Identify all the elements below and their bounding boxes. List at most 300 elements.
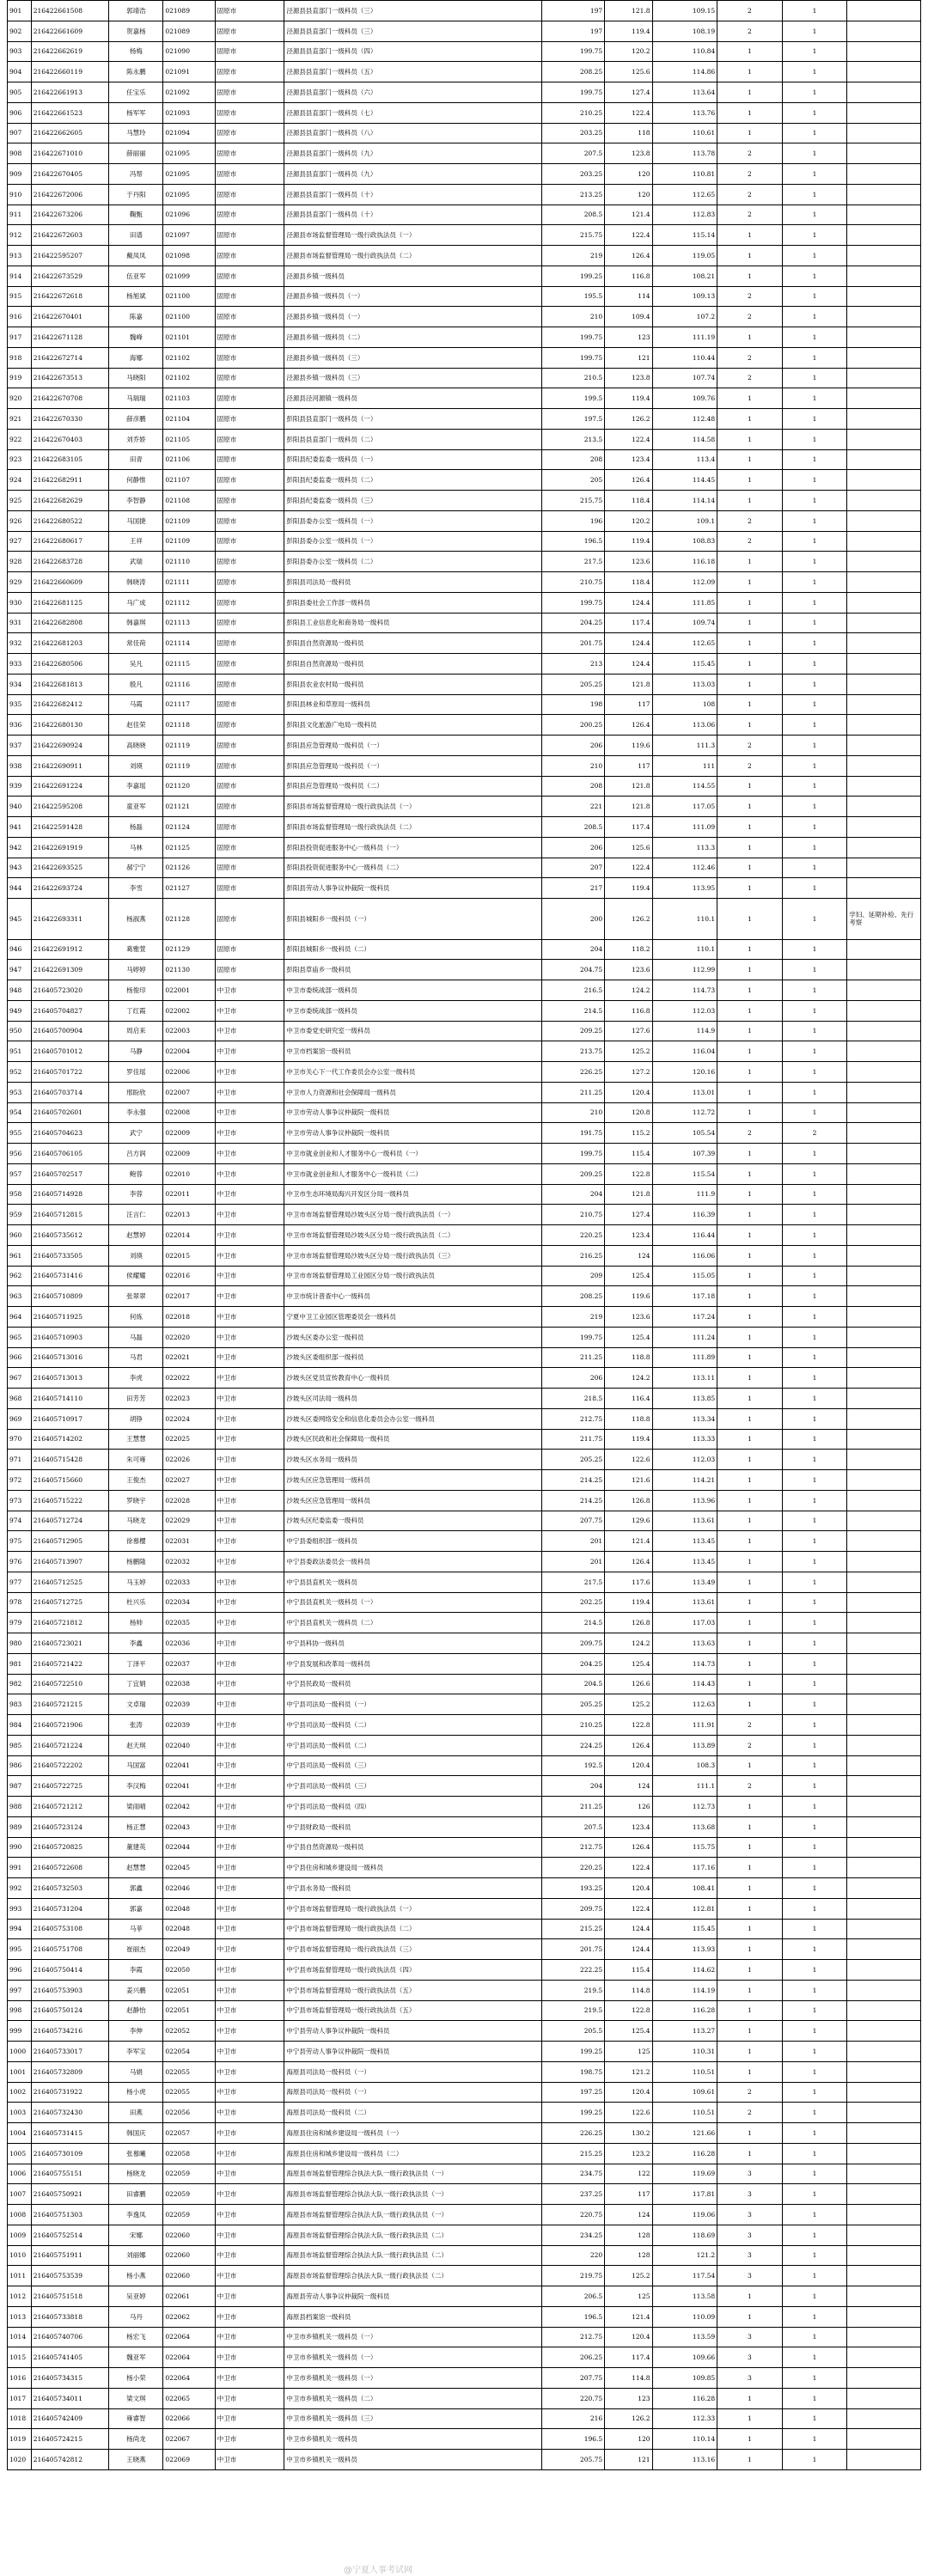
cell-row-number: 938 [8,755,32,776]
cell-position-code: 022011 [163,1184,215,1205]
cell-position-name: 沙坡头区委网络安全和信息化委员会办公室一级科员 [284,1408,542,1429]
cell-candidate-name: 刘瑛 [109,1245,163,1266]
cell-written-score: 196.5 [542,531,605,552]
cell-interview-score: 122.4 [605,1898,652,1919]
cell-ranking: 1 [717,899,783,940]
cell-written-score: 199.25 [542,2042,605,2062]
cell-hire-count: 1 [782,633,847,654]
candidate-results-table [7,0,921,2470]
cell-city: 中卫市 [215,2225,284,2245]
cell-ranking: 2 [717,307,783,327]
cell-position-code: 022023 [163,1389,215,1409]
cell-interview-score: 119.4 [605,388,652,409]
cell-total-score: 114.14 [652,491,717,511]
cell-hire-count: 1 [782,2103,847,2123]
cell-hire-count: 1 [782,2061,847,2082]
cell-ranking: 1 [717,1919,783,1939]
cell-remarks [847,980,921,1001]
cell-city: 固原市 [215,552,284,572]
table-row [8,409,921,430]
cell-interview-score: 123.8 [605,368,652,388]
cell-candidate-name: 赵静怡 [109,2000,163,2021]
cell-remarks [847,1653,921,1674]
cell-remarks [847,143,921,164]
cell-ranking: 1 [717,1490,783,1511]
table-row [8,1389,921,1409]
cell-ranking: 1 [717,266,783,286]
cell-position-name: 彭阳县市场监督管理局一级行政执法员（二） [284,817,542,838]
cell-row-number: 930 [8,592,32,613]
cell-interview-score: 126.2 [605,2408,652,2429]
cell-position-code: 021121 [163,797,215,817]
cell-interview-score: 120.2 [605,510,652,531]
cell-exam-id: 216422690911 [31,755,109,776]
cell-ranking: 1 [717,429,783,449]
cell-position-code: 022060 [163,2225,215,2245]
cell-candidate-name: 杨淑燕 [109,899,163,940]
cell-total-score: 114.73 [652,980,717,1001]
cell-interview-score: 121.8 [605,797,652,817]
cell-written-score: 201.75 [542,633,605,654]
cell-exam-id: 216405732503 [31,1878,109,1899]
cell-hire-count: 1 [782,62,847,82]
cell-ranking: 1 [717,1816,783,1837]
cell-ranking: 3 [717,2245,783,2266]
cell-interview-score: 125.4 [605,2021,652,2042]
cell-position-name: 泾源县泾河源镇一级科员 [284,388,542,409]
cell-position-name: 中宁县发展和改革局一级科员 [284,1653,542,1674]
cell-candidate-name: 杨俊印 [109,980,163,1001]
cell-total-score: 110.81 [652,164,717,185]
table-row [8,1286,921,1307]
cell-city: 中卫市 [215,1225,284,1246]
cell-exam-id: 216405740706 [31,2327,109,2347]
table-row [8,552,921,572]
cell-hire-count: 1 [782,776,847,797]
cell-written-score: 209 [542,1266,605,1286]
cell-position-name: 泾源县县直部门一级科员（三） [284,21,542,41]
cell-candidate-name: 马丹 [109,2306,163,2327]
cell-row-number: 926 [8,510,32,531]
cell-candidate-name: 吴亚婷 [109,2286,163,2307]
cell-city: 中卫市 [215,2306,284,2327]
table-row [8,21,921,41]
cell-exam-id: 216405733818 [31,2306,109,2327]
table-row [8,164,921,185]
cell-candidate-name: 姜兴鹏 [109,1980,163,2000]
cell-total-score: 113.16 [652,2450,717,2470]
cell-remarks [847,204,921,225]
cell-ranking: 1 [717,1368,783,1389]
cell-position-name: 海原县市场监督管理综合执法大队一级行政执法员（一） [284,2164,542,2184]
cell-city: 固原市 [215,429,284,449]
table-row [8,1,921,21]
cell-total-score: 112.03 [652,1450,717,1470]
cell-position-name: 海原县市场监督管理综合执法大队一级行政执法员（一） [284,2184,542,2205]
cell-candidate-name: 王慧慧 [109,1429,163,1450]
cell-hire-count: 1 [782,1184,847,1205]
cell-row-number: 1020 [8,2450,32,2470]
cell-position-name: 中卫市乡镇机关一级科员 [284,2450,542,2470]
cell-position-code: 022043 [163,1816,215,1837]
table-row [8,2042,921,2062]
table-row [8,531,921,552]
cell-remarks [847,2286,921,2307]
cell-total-score: 117.16 [652,1858,717,1878]
table-row [8,2225,921,2245]
cell-written-score: 207.75 [542,2368,605,2389]
cell-city: 固原市 [215,1,284,21]
cell-remarks [847,1613,921,1633]
cell-candidate-name: 张慕曦 [109,2143,163,2164]
cell-hire-count: 1 [782,1021,847,1041]
cell-position-code: 022049 [163,1939,215,1960]
cell-hire-count: 1 [782,327,847,348]
cell-total-score: 114.9 [652,1021,717,1041]
cell-city: 中卫市 [215,1327,284,1347]
cell-written-score: 208.5 [542,204,605,225]
table-row [8,1307,921,1328]
cell-total-score: 114.86 [652,62,717,82]
cell-position-name: 中宁县司法局一级科员（四） [284,1797,542,1817]
cell-ranking: 1 [717,674,783,694]
cell-candidate-name: 杨晓龙 [109,2164,163,2184]
cell-row-number: 990 [8,1837,32,1858]
cell-ranking: 1 [717,41,783,62]
cell-exam-id: 216422672618 [31,286,109,307]
cell-city: 中卫市 [215,1694,284,1715]
table-row [8,286,921,307]
cell-hire-count: 1 [782,82,847,103]
cell-position-name: 中宁县市场监督管理局一级行政执法员（二） [284,1919,542,1939]
cell-remarks [847,2103,921,2123]
cell-position-code: 022007 [163,1082,215,1102]
cell-exam-id: 216422661913 [31,82,109,103]
table-row [8,1816,921,1837]
cell-written-score: 199.5 [542,388,605,409]
cell-city: 中卫市 [215,2123,284,2144]
cell-written-score: 234.25 [542,2225,605,2245]
cell-candidate-name: 刘乔娇 [109,429,163,449]
cell-ranking: 1 [717,776,783,797]
cell-exam-id: 216405713907 [31,1552,109,1572]
cell-candidate-name: 鞠甄 [109,204,163,225]
cell-remarks [847,1123,921,1144]
cell-city: 固原市 [215,327,284,348]
cell-interview-score: 122.6 [605,2103,652,2123]
cell-city: 固原市 [215,878,284,899]
cell-total-score: 116.39 [652,1205,717,1225]
table-row [8,1858,921,1878]
cell-total-score: 111.89 [652,1347,717,1368]
cell-hire-count: 1 [782,1389,847,1409]
cell-interview-score: 124 [605,1245,652,1266]
cell-candidate-name: 郭鑫 [109,1878,163,1899]
table-row [8,2245,921,2266]
cell-candidate-name: 马磊 [109,1327,163,1347]
cell-remarks [847,1389,921,1409]
cell-interview-score: 121 [605,347,652,368]
cell-hire-count: 1 [782,1572,847,1592]
cell-city: 中卫市 [215,1184,284,1205]
cell-ranking: 2 [717,1776,783,1797]
table-row [8,307,921,327]
cell-remarks [847,266,921,286]
cell-written-score: 199.75 [542,347,605,368]
cell-remarks [847,1062,921,1083]
cell-written-score: 219 [542,1307,605,1328]
cell-position-code: 022059 [163,2205,215,2225]
table-row [8,1960,921,1981]
cell-hire-count: 1 [782,2082,847,2103]
cell-position-name: 中卫市劳动人事争议仲裁院一级科员 [284,1102,542,1123]
cell-exam-id: 216405712525 [31,1572,109,1592]
cell-city: 中卫市 [215,1653,284,1674]
cell-row-number: 958 [8,1184,32,1205]
table-row [8,797,921,817]
cell-position-name: 泾源县市场监督管理局一级行政执法员（二） [284,246,542,266]
cell-candidate-name: 戴凤凤 [109,246,163,266]
table-row [8,1674,921,1694]
cell-ranking: 3 [717,2368,783,2389]
cell-position-code: 022004 [163,1041,215,1062]
cell-remarks [847,2368,921,2389]
cell-total-score: 112.33 [652,2408,717,2429]
cell-exam-id: 216405753108 [31,1919,109,1939]
cell-candidate-name: 杨旭斌 [109,286,163,307]
cell-exam-id: 216422673529 [31,266,109,286]
cell-interview-score: 126.4 [605,1837,652,1858]
cell-written-score: 205.25 [542,1450,605,1470]
cell-remarks [847,1408,921,1429]
cell-city: 固原市 [215,817,284,838]
cell-ranking: 1 [717,1653,783,1674]
cell-ranking: 1 [717,1674,783,1694]
cell-candidate-name: 高晓晓 [109,736,163,756]
cell-position-name: 彭阳县城阳乡一级科员（一） [284,899,542,940]
cell-position-name: 中宁县县直机关一级科员（二） [284,1613,542,1633]
cell-ranking: 3 [717,2266,783,2286]
cell-written-score: 197 [542,21,605,41]
cell-row-number: 917 [8,327,32,348]
cell-written-score: 206.5 [542,2286,605,2307]
cell-total-score: 112.63 [652,1694,717,1715]
cell-remarks [847,1429,921,1450]
cell-row-number: 973 [8,1490,32,1511]
cell-remarks [847,817,921,838]
table-row [8,2388,921,2408]
cell-position-name: 海原县档案馆一级科员 [284,2306,542,2327]
cell-position-name: 中卫市乡镇机关一级科员（一） [284,2347,542,2368]
cell-exam-id: 216405704623 [31,1123,109,1144]
cell-total-score: 110.1 [652,899,717,940]
cell-row-number: 928 [8,552,32,572]
cell-remarks [847,2388,921,2408]
cell-position-code: 021119 [163,755,215,776]
cell-written-score: 209.25 [542,1021,605,1041]
table-row [8,327,921,348]
cell-exam-id: 216405712724 [31,1511,109,1531]
cell-candidate-name: 马国富 [109,1755,163,1776]
cell-written-score: 208.25 [542,1286,605,1307]
cell-remarks [847,552,921,572]
cell-row-number: 949 [8,1000,32,1021]
cell-interview-score: 121.8 [605,1184,652,1205]
cell-total-score: 113.01 [652,1082,717,1102]
cell-remarks [847,837,921,858]
cell-hire-count: 1 [782,143,847,164]
cell-position-name: 中宁县市场监督管理局一级行政执法员（五） [284,1980,542,2000]
cell-row-number: 914 [8,266,32,286]
cell-row-number: 924 [8,470,32,491]
cell-city: 固原市 [215,960,284,980]
cell-ranking: 1 [717,572,783,593]
cell-total-score: 111 [652,755,717,776]
table-row [8,1245,921,1266]
cell-interview-score: 122.8 [605,1715,652,1736]
cell-ranking: 3 [717,2327,783,2347]
cell-exam-id: 216422682629 [31,491,109,511]
cell-candidate-name: 马广成 [109,592,163,613]
cell-written-score: 198 [542,694,605,715]
cell-exam-id: 216405734216 [31,2021,109,2042]
cell-ranking: 1 [717,1389,783,1409]
table-row [8,858,921,878]
cell-exam-id: 216405701012 [31,1041,109,1062]
cell-exam-id: 216422673513 [31,368,109,388]
cell-position-name: 泾源县乡镇一级科员（一） [284,307,542,327]
cell-hire-count: 1 [782,715,847,736]
cell-exam-id: 216405722725 [31,1776,109,1797]
cell-city: 固原市 [215,776,284,797]
cell-total-score: 111.91 [652,1715,717,1736]
cell-position-name: 中卫市劳动人事争议仲裁院一级科员 [284,1123,542,1144]
cell-position-name: 中宁县市场监督管理局一级行政执法员（三） [284,1939,542,1960]
cell-position-code: 022026 [163,1450,215,1470]
cell-candidate-name: 陈永鹏 [109,62,163,82]
cell-row-number: 932 [8,633,32,654]
cell-ranking: 1 [717,592,783,613]
cell-candidate-name: 李霞 [109,1960,163,1981]
cell-interview-score: 125.6 [605,837,652,858]
cell-city: 固原市 [215,491,284,511]
cell-row-number: 998 [8,2000,32,2021]
cell-exam-id: 216422691309 [31,960,109,980]
cell-ranking: 2 [717,184,783,204]
cell-written-score: 207.75 [542,1511,605,1531]
cell-row-number: 903 [8,41,32,62]
cell-row-number: 960 [8,1225,32,1246]
cell-position-name: 沙坡头区应急管理局一级科员 [284,1490,542,1511]
cell-ranking: 1 [717,715,783,736]
cell-remarks [847,1102,921,1123]
cell-written-score: 210.75 [542,1205,605,1225]
table-row [8,817,921,838]
cell-remarks [847,1266,921,1286]
cell-ranking: 2 [717,736,783,756]
cell-ranking: 1 [717,1694,783,1715]
cell-exam-id: 216405733505 [31,1245,109,1266]
cell-hire-count: 1 [782,1490,847,1511]
cell-ranking: 3 [717,2347,783,2368]
cell-hire-count: 1 [782,960,847,980]
cell-written-score: 191.75 [542,1123,605,1144]
cell-interview-score: 126.8 [605,1613,652,1633]
cell-interview-score: 123.4 [605,449,652,470]
cell-row-number: 967 [8,1368,32,1389]
cell-city: 固原市 [215,899,284,940]
cell-row-number: 961 [8,1245,32,1266]
cell-row-number: 912 [8,225,32,246]
cell-city: 中卫市 [215,1245,284,1266]
cell-remarks [847,1960,921,1981]
cell-candidate-name: 张翠翠 [109,1286,163,1307]
cell-ranking: 1 [717,1633,783,1654]
cell-written-score: 210.25 [542,102,605,123]
cell-total-score: 105.54 [652,1123,717,1144]
cell-row-number: 1004 [8,2123,32,2144]
cell-exam-id: 216405712815 [31,1205,109,1225]
cell-candidate-name: 田谱 [109,225,163,246]
cell-row-number: 942 [8,837,32,858]
cell-row-number: 1009 [8,2225,32,2245]
cell-interview-score: 130.2 [605,2123,652,2144]
cell-position-code: 022042 [163,1797,215,1817]
cell-city: 中卫市 [215,1450,284,1470]
cell-position-code: 022052 [163,2021,215,2042]
cell-position-name: 中宁县司法局一级科员（二） [284,1735,542,1755]
cell-position-code: 021090 [163,41,215,62]
cell-candidate-name: 马慧玲 [109,123,163,143]
cell-ranking: 1 [717,246,783,266]
cell-total-score: 112.65 [652,633,717,654]
cell-total-score: 111.24 [652,1327,717,1347]
cell-row-number: 944 [8,878,32,899]
cell-written-score: 204.5 [542,1674,605,1694]
cell-candidate-name: 韩晓涛 [109,572,163,593]
cell-remarks [847,1837,921,1858]
cell-ranking: 1 [717,2123,783,2144]
cell-interview-score: 116.8 [605,266,652,286]
cell-hire-count: 1 [782,2123,847,2144]
cell-remarks [847,1347,921,1368]
cell-exam-id: 216422693724 [31,878,109,899]
cell-hire-count: 1 [782,1,847,21]
cell-candidate-name: 武瑞 [109,552,163,572]
cell-row-number: 956 [8,1144,32,1164]
cell-remarks [847,1531,921,1552]
cell-candidate-name: 李智静 [109,491,163,511]
cell-exam-id: 216405751708 [31,1939,109,1960]
cell-remarks [847,715,921,736]
cell-city: 固原市 [215,837,284,858]
cell-position-name: 中卫市就业创业和人才服务中心一级科员（二） [284,1163,542,1184]
cell-row-number: 921 [8,409,32,430]
cell-hire-count: 1 [782,1776,847,1797]
cell-candidate-name: 郝宁宁 [109,858,163,878]
cell-total-score: 109.13 [652,286,717,307]
cell-position-name: 彭阳县委办公室一级科员（一） [284,531,542,552]
cell-hire-count: 1 [782,2245,847,2266]
cell-position-name: 海原县司法局一级科员（一） [284,2061,542,2082]
cell-position-code: 022064 [163,2327,215,2347]
cell-ranking: 1 [717,817,783,838]
cell-interview-score: 126.4 [605,246,652,266]
table-row [8,429,921,449]
cell-exam-id: 216405755151 [31,2164,109,2184]
cell-exam-id: 216422680506 [31,654,109,675]
cell-candidate-name: 朱可雍 [109,1450,163,1470]
